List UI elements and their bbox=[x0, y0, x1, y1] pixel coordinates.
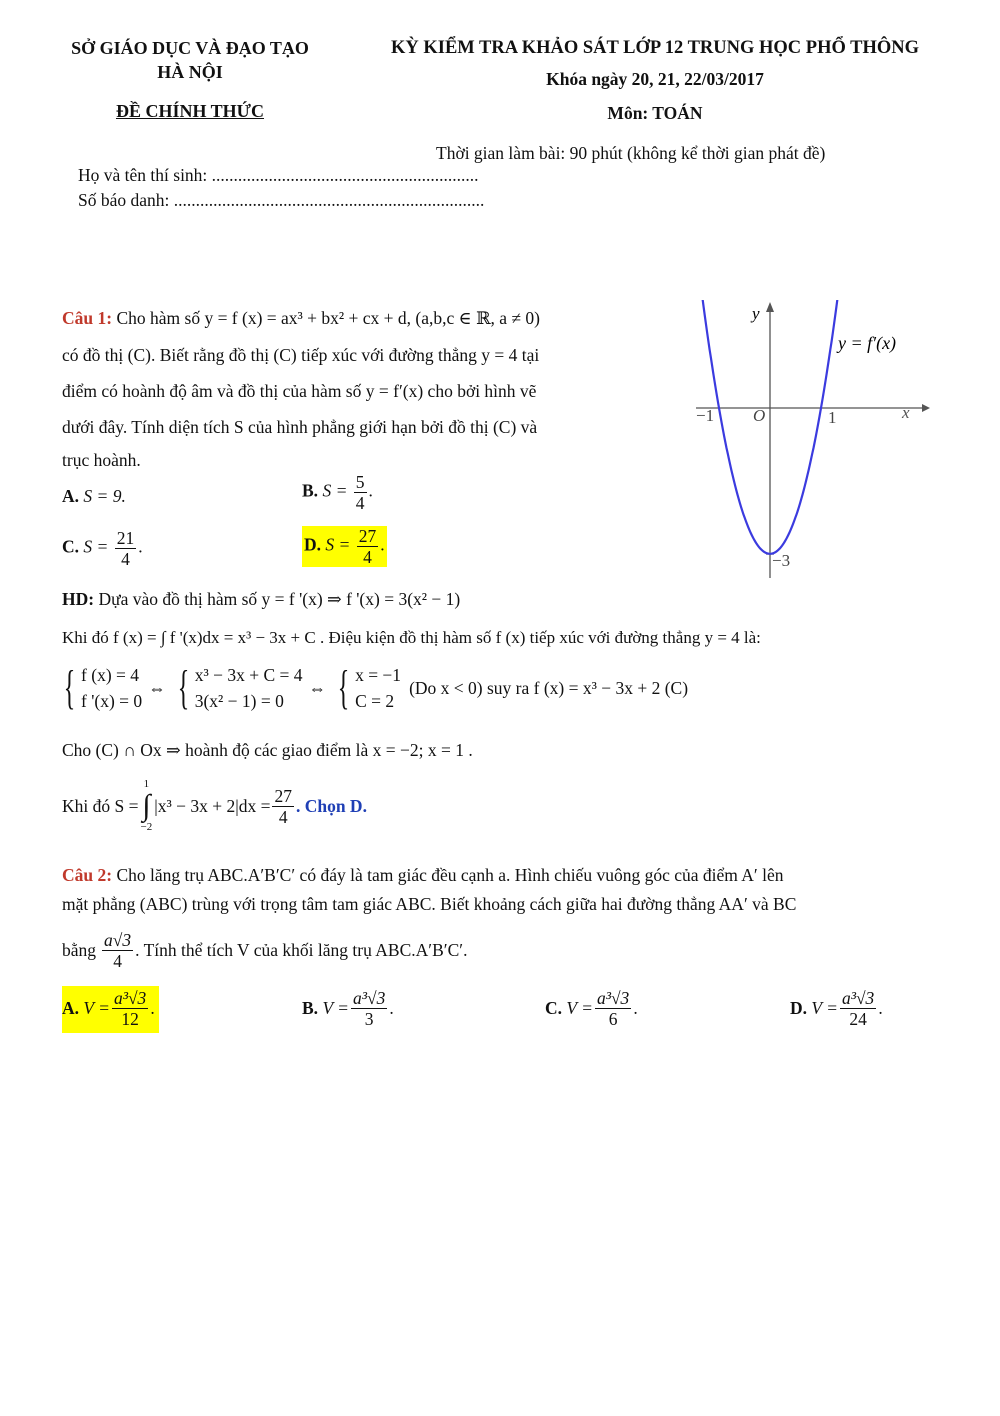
q2-option-b: B. V = $\frac{\text{a³√3}}{3}$ . bbox=[302, 988, 394, 1030]
sys2-row2: 3(x² − 1) = 0 bbox=[194, 691, 284, 712]
int-upper: 1 bbox=[143, 778, 150, 790]
candidate-id-field: Số báo danh: ....................................................................... bbox=[78, 190, 485, 210]
q1-option-c-den: 4 bbox=[121, 549, 130, 570]
q1-label: Câu 1: bbox=[62, 308, 113, 328]
q1-option-a bbox=[62, 486, 126, 507]
derivative-graph bbox=[690, 300, 930, 585]
hd-system bbox=[58, 662, 688, 715]
q2-option-c: C. V = $\frac{\text{a³√3}}{6}$ . bbox=[545, 988, 638, 1030]
q1-option-d-den: 4 bbox=[363, 547, 372, 568]
department-city: HÀ NỘI bbox=[157, 62, 223, 82]
int-lower: −2 bbox=[140, 821, 153, 834]
q1-option-d: D. S = $\frac{27}{4}$ . bbox=[304, 526, 385, 568]
hd-line2: Khi đó f (x) = ∫ f '(x)dx = x³ − 3x + C . Điệu kiện đồ thị hàm số f (x) tiếp xúc với đường thẳng y = 4 là: bbox=[62, 628, 761, 647]
sys1-row1: f (x) = 4 bbox=[81, 665, 140, 685]
q2-option-d-den: 24 bbox=[849, 1009, 867, 1030]
hd-line5 bbox=[62, 778, 367, 834]
q1-option-b-num: 5 bbox=[355, 472, 365, 492]
exam-subject: Môn: TOÁN bbox=[607, 103, 703, 123]
brace-3: { bbox=[337, 661, 350, 715]
q2-option-a: A. V = $\frac{\text{a³√3}}{12}$ . bbox=[62, 986, 159, 1033]
brace-2: { bbox=[177, 661, 189, 715]
q1-option-c: C. S = $\frac{21}{4}$ . bbox=[62, 528, 143, 570]
q2-option-c-den: 6 bbox=[608, 1009, 618, 1030]
q1-stem-5: trục hoành. bbox=[62, 450, 141, 470]
sys1-row2: f '(x) = 0 bbox=[81, 691, 143, 712]
q1-stem-2: có đồ thị (C). Biết rằng đồ thị (C) tiếp xúc với đường thẳng y = 4 tại bbox=[62, 345, 540, 365]
q1-option-b-den: 4 bbox=[355, 493, 365, 514]
q1-option-d-pre: S = bbox=[325, 534, 351, 555]
q1-option-b: B. S = $\frac{5}{4}$ . bbox=[302, 472, 373, 514]
q2-option-c-num: a³√3 bbox=[596, 988, 630, 1008]
tick-label-neg1: −1 bbox=[696, 406, 715, 425]
iff-1: ⇔ bbox=[148, 677, 166, 698]
q2-line3-post: . Tính thể tích V của khối lăng trụ ABC.A′B′C′. bbox=[135, 940, 468, 961]
q2-option-c-pre: V = bbox=[566, 998, 593, 1019]
q1-option-d-label: D. bbox=[304, 534, 322, 555]
curve-label: y = f′(x) bbox=[838, 333, 897, 353]
choose-answer: . Chọn D. bbox=[295, 795, 367, 816]
q1-stem-3: điểm có hoành độ âm và đồ thị của hàm số y = f′(x) cho bởi hình vẽ bbox=[62, 381, 537, 401]
tick-label-1: 1 bbox=[828, 408, 837, 427]
q2-line3 bbox=[62, 930, 467, 971]
x-axis-arrow-icon bbox=[922, 404, 930, 412]
q2-stem-1: Cho lăng trụ ABC.A′B′C′ có đáy là tam giác đều cạnh a. Hình chiếu vuông góc của điểm A′ lên bbox=[116, 865, 784, 885]
y-axis-arrow-icon bbox=[766, 302, 774, 312]
q1-option-c-label: C. bbox=[62, 536, 80, 557]
hd-line1 bbox=[62, 589, 460, 610]
q2-option-a-den: 12 bbox=[121, 1009, 139, 1030]
q2-line3-pre: bằng bbox=[62, 940, 97, 961]
q2-option-b-den: 3 bbox=[364, 1009, 374, 1030]
exam-date: Khóa ngày 20, 21, 22/03/2017 bbox=[546, 69, 764, 89]
exam-title: KỲ KIỂM TRA KHẢO SÁT LỚP 12 TRUNG HỌC PHỔ THÔNG bbox=[390, 38, 920, 58]
hd-line5-pre: Khi đó S = bbox=[62, 795, 139, 816]
q1-option-b-pre: S = bbox=[322, 480, 348, 501]
q2-line1 bbox=[62, 865, 784, 886]
integrand: |x³ − 3x + 2|dx = bbox=[154, 795, 271, 816]
tick-label-neg3: −3 bbox=[772, 551, 791, 570]
x-axis-label: x bbox=[902, 403, 910, 422]
q1-option-b-label: B. bbox=[302, 480, 319, 501]
candidate-name-field: Họ và tên thí sinh: ............................................................. bbox=[78, 165, 479, 185]
sys3-row2: C = 2 bbox=[355, 691, 395, 712]
q2-option-d-pre: V = bbox=[811, 998, 838, 1019]
origin-label: O bbox=[753, 406, 766, 425]
q2-option-a-label: A. bbox=[62, 998, 80, 1019]
brace-1: { bbox=[63, 661, 76, 715]
sys-tail: (Do x < 0) suy ra f (x) = x³ − 3x + 2 (C) bbox=[409, 677, 689, 698]
department-name: SỞ GIÁO DỤC VÀ ĐẠO TẠO bbox=[71, 38, 309, 58]
sys2-row1: x³ − 3x + C = 4 bbox=[194, 665, 303, 685]
official-label: ĐỀ CHÍNH THỨC bbox=[115, 101, 265, 121]
q2-option-a-pre: V = bbox=[83, 998, 110, 1019]
q2-option-d: D. V = $\frac{\text{a³√3}}{24}$ . bbox=[790, 988, 883, 1030]
hd-text-1: Dựa vào đồ thị hàm số y = f '(x) ⇒ f '(x) = 3(x² − 1) bbox=[98, 589, 461, 609]
q1-option-c-pre: S = bbox=[83, 536, 109, 557]
q2-dist-num: a√3 bbox=[104, 930, 132, 950]
q2-stem-2: mặt phẳng (ABC) trùng với trọng tâm tam giác ABC. Biết khoảng cách giữa hai đường thẳng AA′ và BC bbox=[62, 894, 797, 914]
q1-option-c-num: 21 bbox=[116, 528, 135, 548]
q2-label: Câu 2: bbox=[62, 865, 113, 885]
q1-line1 bbox=[62, 308, 540, 329]
q2-option-d-num: a³√3 bbox=[841, 988, 875, 1008]
q2-option-b-num: a³√3 bbox=[353, 988, 386, 1008]
q1-stem-1: Cho hàm số y = f (x) = ax³ + bx² + cx + d, (a,b,c ∈ ℝ, a ≠ 0) bbox=[116, 308, 540, 328]
q2-option-d-label: D. bbox=[790, 998, 808, 1019]
q1-option-a-text: S = 9. bbox=[83, 486, 126, 506]
q2-option-b-pre: V = bbox=[322, 998, 349, 1019]
sys3-row1: x = −1 bbox=[355, 665, 402, 685]
exam-time: Thời gian làm bài: 90 phút (không kể thời gian phát đề) bbox=[436, 143, 826, 163]
q1-option-a-label: A. bbox=[62, 486, 80, 506]
q2-dist-den: 4 bbox=[113, 951, 122, 972]
q2-option-b-label: B. bbox=[302, 998, 319, 1019]
q1-option-d-num: 27 bbox=[358, 526, 377, 546]
q2-option-c-label: C. bbox=[545, 998, 563, 1019]
iff-2: ⇔ bbox=[308, 677, 327, 698]
q1-stem-4: dưới đây. Tính diện tích S của hình phẳng giới hạn bởi đồ thị (C) và bbox=[62, 417, 538, 437]
result-den: 4 bbox=[278, 806, 288, 827]
integral-sign: ∫ bbox=[142, 789, 151, 823]
q2-option-a-num: a³√3 bbox=[113, 988, 147, 1008]
y-axis-label: y bbox=[752, 304, 760, 323]
hd-label: HD: bbox=[62, 589, 95, 609]
result-num: 27 bbox=[274, 785, 292, 806]
hd-line4: Cho (C) ∩ Ox ⇒ hoành độ các giao điểm là x = −2; x = 1 . bbox=[62, 740, 473, 760]
